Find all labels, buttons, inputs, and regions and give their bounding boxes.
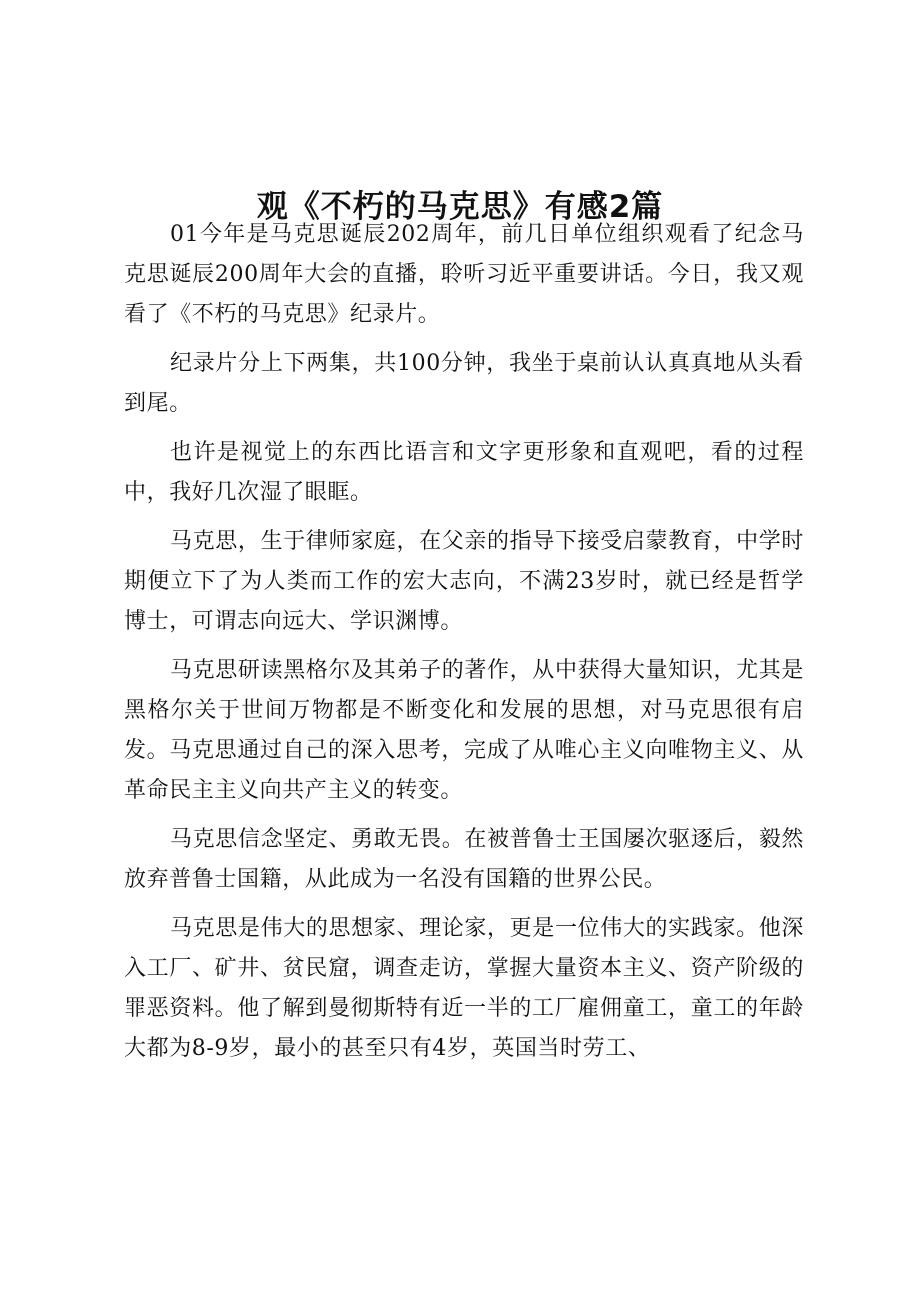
paragraph-1: 01今年是马克思诞辰202周年，前几日单位组织观看了纪念马克思诞辰200周年大会的直播，聆听习近平重要讲话。今日，我又观看了《不朽的马克思》纪录片。 — [124, 222, 804, 327]
paragraph-5: 马克思研读黑格尔及其弟子的著作，从中获得大量知识，尤其是黑格尔关于世间万物都是不断变化和发展的思想，对马克思很有启发。马克思通过自己的深入思考，完成了从唯心主义向唯物主义、从革命民主主义向共产主义的转变。 — [124, 658, 804, 803]
paragraph-7: 马克思是伟大的思想家、理论家，更是一位伟大的实践家。他深入工厂、矿井、贫民窟，调查走访，掌握大量资本主义、资产阶级的罪恶资料。他了解到曼彻斯特有近一半的工厂雇佣童工，童工的年龄大都为8-9岁，最小的甚至只有4岁，英国当时劳工、 — [124, 916, 804, 1061]
paragraph-6: 马克思信念坚定、勇敢无畏。在被普鲁士王国屡次驱逐后，毅然放弃普鲁士国籍，从此成为一名没有国籍的世界公民。 — [124, 827, 804, 892]
document-body — [124, 215, 804, 1078]
paragraph-3: 也许是视觉上的东西比语言和文字更形象和直观吧，看的过程中，我好几次湿了眼眶。 — [124, 440, 804, 505]
document-title: 观《不朽的马克思》有感2篇 — [256, 188, 664, 225]
paragraph-2: 纪录片分上下两集，共100分钟，我坐于桌前认认真真地从头看到尾。 — [124, 351, 804, 416]
paragraph-4: 马克思，生于律师家庭，在父亲的指导下接受启蒙教育，中学时期便立下了为人类而工作的宏大志向，不满23岁时，就已经是哲学博士，可谓志向远大、学识渊博。 — [124, 529, 804, 634]
